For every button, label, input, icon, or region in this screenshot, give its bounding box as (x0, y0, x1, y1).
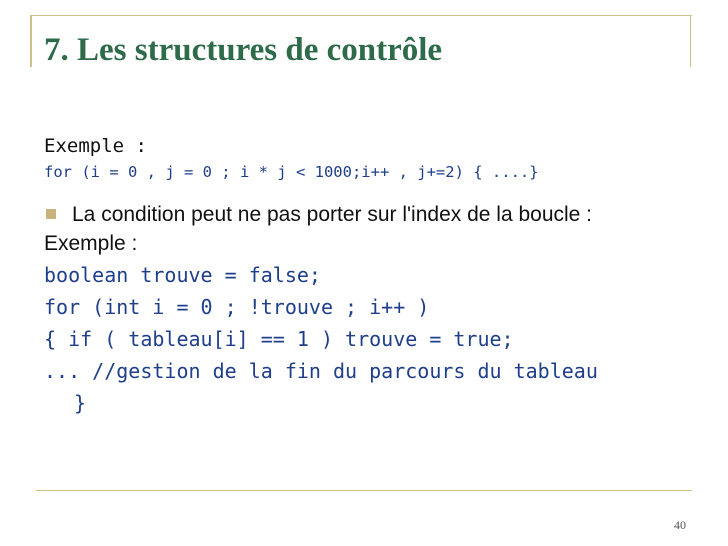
code-line: { if ( tableau[i] == 1 ) trouve = true; (44, 327, 514, 351)
square-bullet-icon (46, 209, 56, 219)
left-border-line (30, 15, 32, 67)
slide-content (44, 132, 694, 419)
right-border-line (690, 15, 691, 67)
slide-title: 7. Les structures de contrôle (44, 32, 443, 68)
top-border-line (30, 15, 692, 16)
example-label-2: Exemple : (44, 232, 138, 255)
code-line: boolean trouve = false; (44, 263, 321, 287)
code-line: ... //gestion de la fin du parcours du tableau (44, 359, 598, 383)
example-code-1: for (i = 0 , j = 0 ; i * j < 1000;i++ , j+=2) { ....} (44, 163, 539, 181)
example-label-1: Exemple : (44, 135, 147, 157)
code-line: for (int i = 0 ; !trouve ; i++ ) (44, 295, 430, 319)
footer-line (36, 490, 692, 491)
code-block (44, 259, 694, 419)
bullet-item (44, 202, 694, 227)
code-line: } (74, 391, 87, 415)
page-number: 40 (674, 518, 686, 532)
bullet-text: La condition peut ne pas porter sur l'index de la boucle : (72, 203, 593, 226)
